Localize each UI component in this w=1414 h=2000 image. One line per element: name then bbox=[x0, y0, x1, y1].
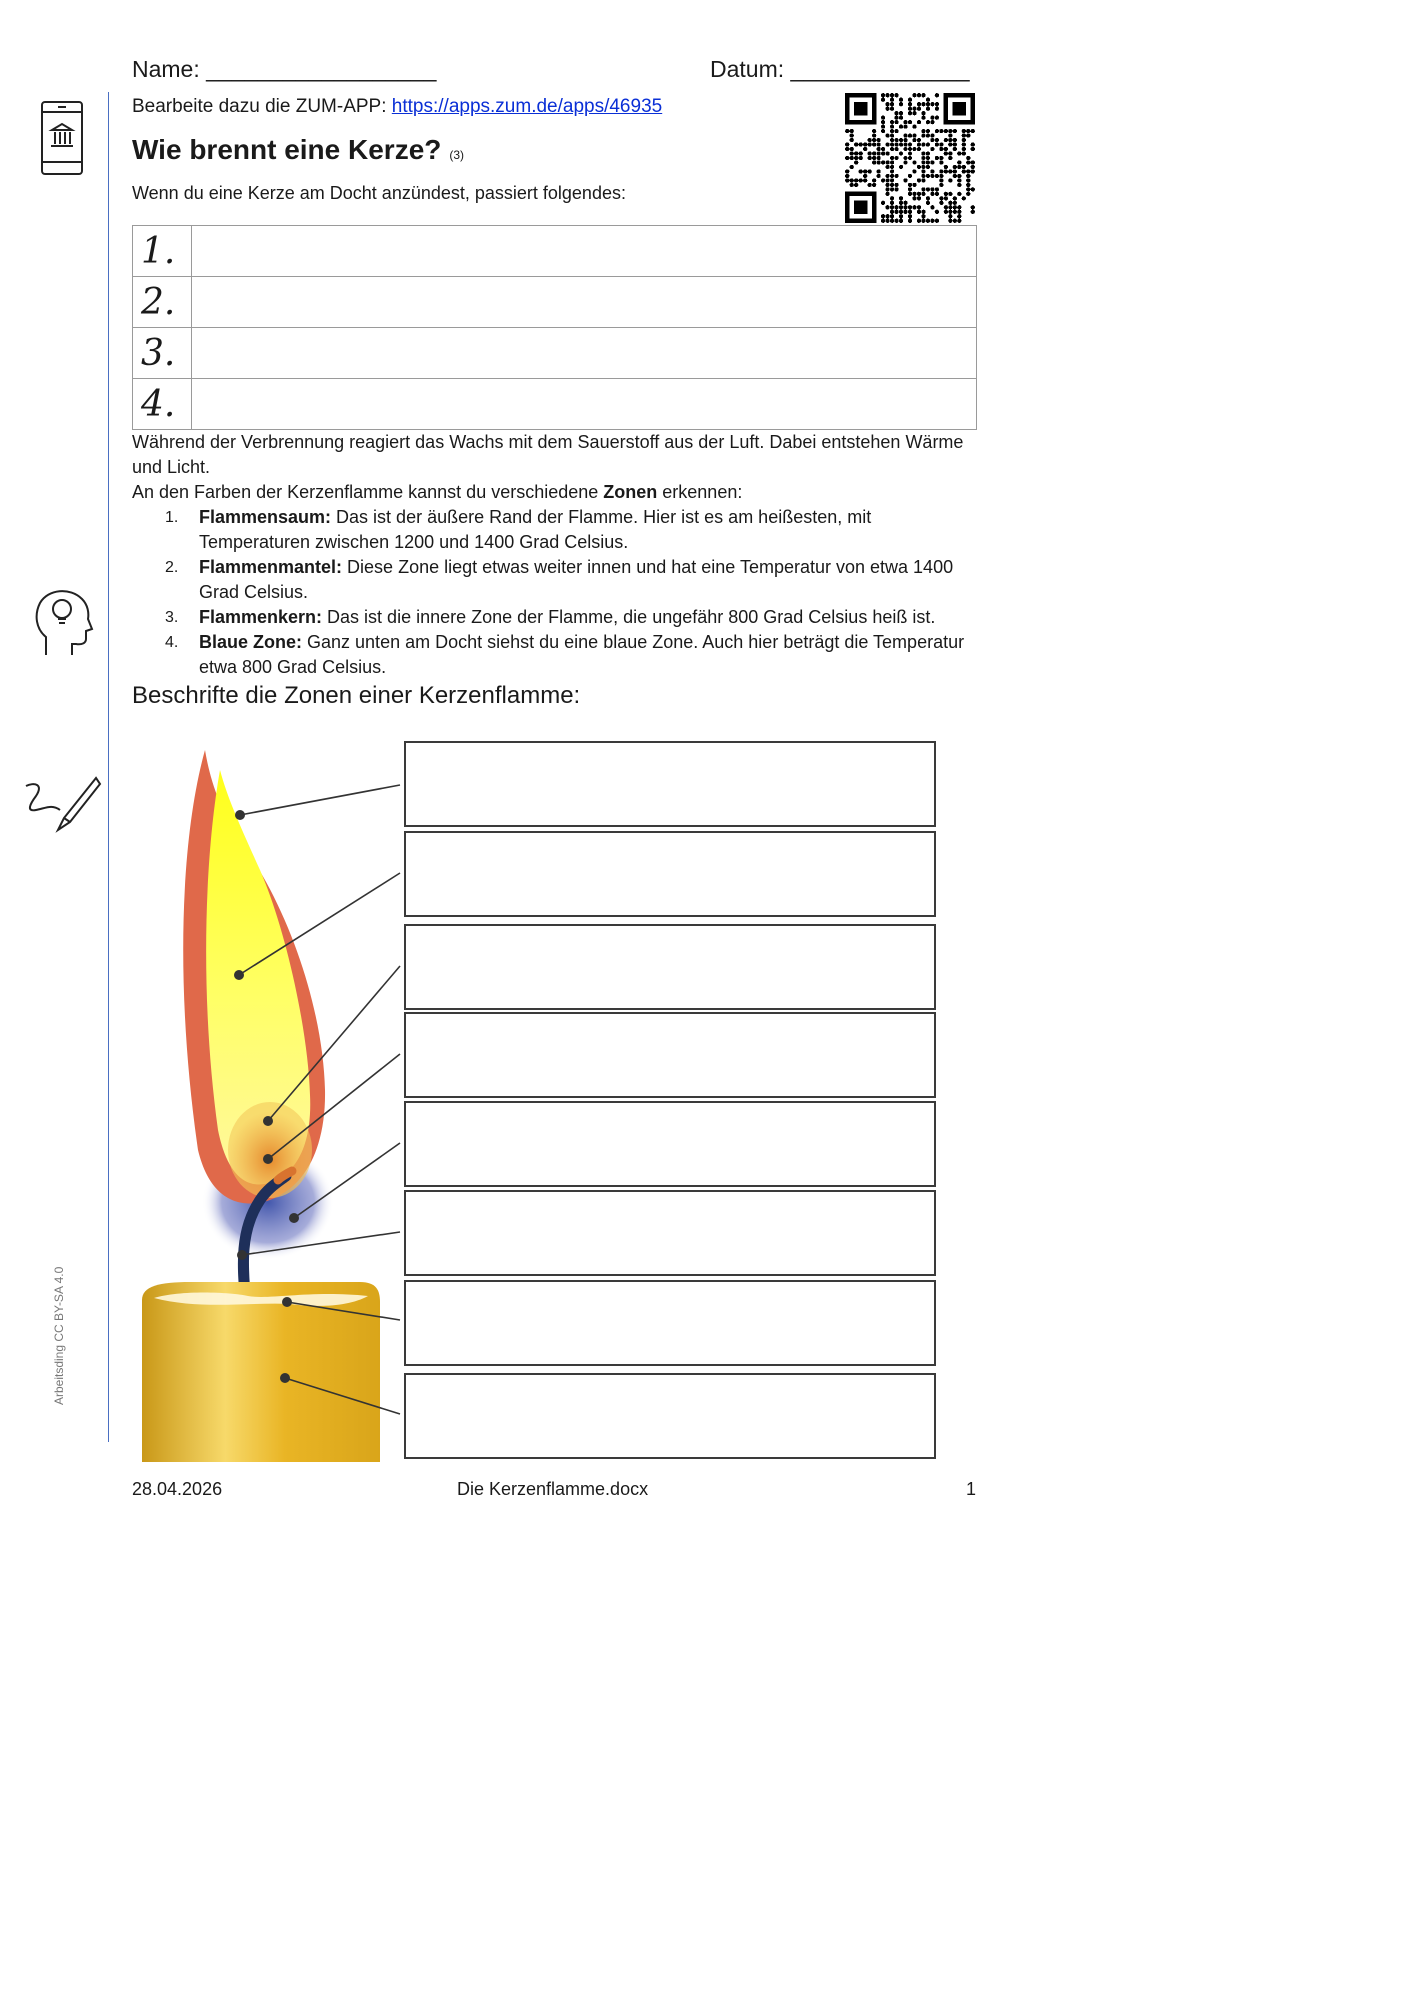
instruction-text: Bearbeite dazu die ZUM-APP: bbox=[132, 96, 392, 117]
zone-description: Das ist der äußere Rand der Flamme. Hier ist es am heißesten, mit Temperaturen zwischen 1200 und 1400 Grad Celsius. bbox=[199, 507, 872, 552]
label-answer-box[interactable] bbox=[404, 1280, 936, 1366]
zone-description: Diese Zone liegt etwas weiter innen und hat eine Temperatur von etwa 1400 Grad Celsius. bbox=[199, 557, 954, 602]
footer-filename: Die Kerzenflamme.docx bbox=[457, 1479, 649, 1499]
zone-term: Flammensaum: bbox=[199, 507, 332, 527]
list-number: 4. bbox=[165, 634, 179, 651]
paragraph-reaction: Während der Verbrennung reagiert das Wachs mit dem Sauerstoff aus der Luft. Dabei entstehen Wärme und Licht. bbox=[132, 432, 964, 477]
zone-term: Flammenmantel: bbox=[199, 557, 343, 577]
list-number: 2. bbox=[165, 559, 179, 576]
label-dot bbox=[280, 1373, 290, 1383]
step-number: 2. bbox=[133, 277, 192, 328]
label-dot bbox=[237, 1250, 247, 1260]
list-number: 1. bbox=[165, 509, 179, 526]
label-dot bbox=[234, 970, 244, 980]
zone-term: Flammenkern: bbox=[199, 607, 323, 627]
label-dot bbox=[235, 810, 245, 820]
label-answer-box[interactable] bbox=[404, 1101, 936, 1187]
intro-text: Wenn du eine Kerze am Docht anzündest, passiert folgendes: bbox=[132, 183, 626, 203]
date-field[interactable]: Datum: ______________ bbox=[710, 56, 970, 82]
task-heading: Beschrifte die Zonen einer Kerzenflamme: bbox=[132, 682, 581, 709]
label-answer-box[interactable] bbox=[404, 1190, 936, 1276]
footer-date: 28.04.2026 bbox=[132, 1479, 223, 1499]
label-answer-box[interactable] bbox=[404, 1373, 936, 1459]
zum-app-link[interactable]: https://apps.zum.de/apps/46935 bbox=[391, 96, 663, 117]
zone-description: Das ist die innere Zone der Flamme, die ungefähr 800 Grad Celsius heiß ist. bbox=[322, 607, 936, 627]
label-dot bbox=[282, 1297, 292, 1307]
paragraph-zones-before: An den Farben der Kerzenflamme kannst du verschiedene bbox=[132, 482, 604, 502]
points-label: (3) bbox=[449, 148, 465, 162]
step-number: 4. bbox=[133, 379, 192, 430]
label-answer-box[interactable] bbox=[404, 831, 936, 917]
step-number: 3. bbox=[133, 328, 192, 379]
zone-description: Ganz unten am Docht siehst du eine blaue Zone. Auch hier beträgt die Temperatur etwa 800 Grad Celsius. bbox=[199, 632, 965, 677]
title-text: Wie brennt eine Kerze? bbox=[132, 134, 442, 165]
name-field[interactable]: Name: __________________ bbox=[132, 56, 437, 82]
paragraph-zones-bold: Zonen bbox=[603, 482, 658, 502]
label-answer-box[interactable] bbox=[404, 741, 936, 827]
label-answer-box[interactable] bbox=[404, 1012, 936, 1098]
zone-term: Blaue Zone: bbox=[199, 632, 303, 652]
label-dot bbox=[289, 1213, 299, 1223]
list-number: 3. bbox=[165, 609, 179, 626]
label-dot bbox=[263, 1116, 273, 1126]
label-answer-box[interactable] bbox=[404, 924, 936, 1010]
paragraph-zones-after: erkennen: bbox=[657, 482, 743, 502]
step-number: 1. bbox=[133, 226, 192, 277]
license-note: Arbeitsding CC BY-SA 4.0 bbox=[52, 1266, 66, 1405]
label-dot bbox=[263, 1154, 273, 1164]
footer-page-number: 1 bbox=[966, 1479, 977, 1499]
